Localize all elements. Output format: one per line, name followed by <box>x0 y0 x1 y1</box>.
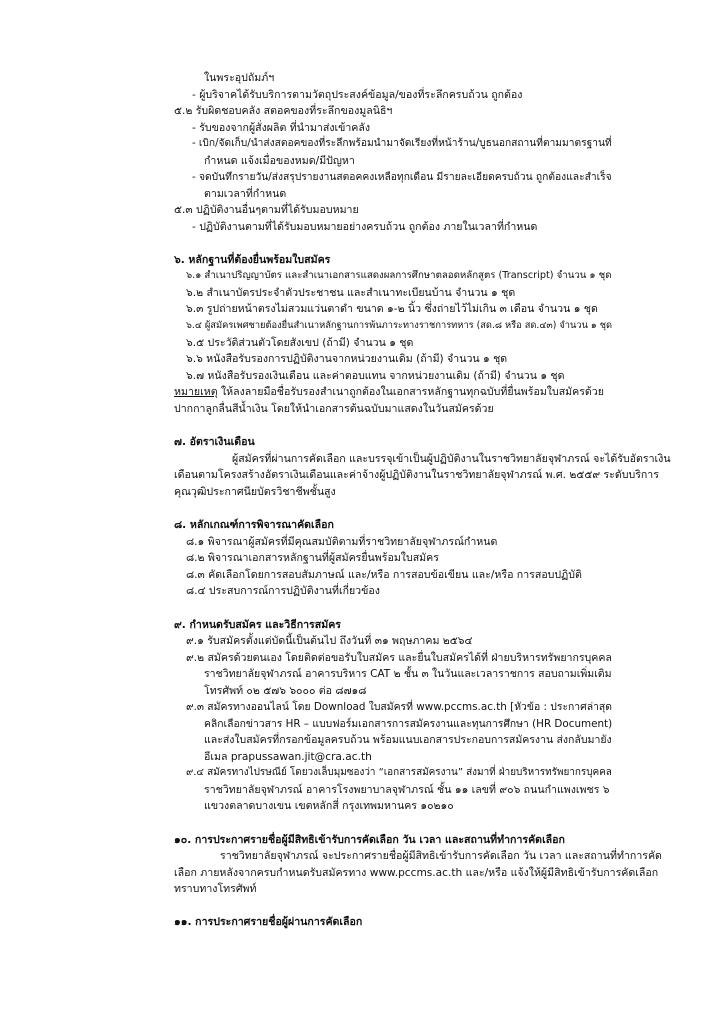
s8-item-4: ๘.๔ ประสบการณ์การปฏิบัติงานที่เกี่ยวข้อง <box>186 585 380 597</box>
s9-item-3-line-2: คลิกเลือกข่าวสาร HR – แบบฟอร์มเอกสารการสมัครงานและทุนการศึกษา (HR Document) <box>204 718 613 730</box>
section-8-heading: ๘. หลักเกณฑ์การพิจารณาคัดเลือก <box>174 519 334 531</box>
s5-subheading-3: ๕.๓ ปฏิบัติงานอื่นๆตามที่ได้รับมอบหมาย <box>174 204 359 216</box>
s9-item-4-line-1: ๙.๔ สมัครทางไปรษณีย์ โดยวงเล็บมุมซองว่า “เอกสารสมัครงาน” ส่งมาที่ ฝ่ายบริหารทรัพยากรบุคคล <box>186 767 612 778</box>
s8-item-3: ๘.๓ คัดเลือกโดยการสอบสัมภาษณ์ และ/หรือ การสอบข้อเขียน และ/หรือ การสอบปฏิบัติ <box>186 569 582 581</box>
s5-line-10: - ปฏิบัติงานตามที่ได้รับมอบหมายอย่างครบถ้วน ถูกต้อง ภายในเวลาที่กำหนด <box>192 221 538 233</box>
s8-item-2: ๘.๒ พิจารณาเอกสารหลักฐานที่ผู้สมัครยื่นพร้อมใบสมัคร <box>186 552 439 564</box>
section-7-heading: ๗. อัตราเงินเดือน <box>174 436 255 448</box>
s7-line-1: ผู้สมัครที่ผ่านการคัดเลือก และบรรจุเข้าเป็นผู้ปฏิบัติงานในราชวิทยาลัยจุฬาภรณ์ จะได้รับอัตราเงิน <box>232 453 671 465</box>
s9-item-2-line-1: ๙.๒ สมัครด้วยตนเอง โดยติดต่อขอรับใบสมัคร และยื่นใบสมัครได้ที่ ฝ่ายบริหารทรัพยากรบุคคล <box>186 652 612 664</box>
s9-item-3-line-4: อีเมล prapussawan.jit@cra.ac.th <box>204 751 372 763</box>
s10-line-1: ราชวิทยาลัยจุฬาภรณ์ จะประกาศรายชื่อผู้มีสิทธิเข้ารับการคัดเลือก วัน เวลา และสถานที่ทำการคัด <box>220 850 662 862</box>
s5-line-6: กำหนด แจ้งเมื่อของหมด/มีปัญหา <box>204 155 355 167</box>
s9-item-3-line-3: และส่งใบสมัครที่กรอกข้อมูลครบถ้วน พร้อมแนบเอกสารประกอบการสมัครงาน ส่งกลับมายัง <box>204 734 612 746</box>
s5-line-2: - ผู้บริจาคได้รับบริการตามวัตถุประสงค์ข้อมูล/ของที่ระลึกครบถ้วน ถูกต้อง <box>192 89 523 101</box>
s9-item-2-line-2: ราชวิทยาลัยจุฬาภรณ์ อาคารบริหาร CAT ๒ ชั้น ๓ ในวันและเวลาราชการ สอบถามเพิ่มเติม <box>204 668 612 680</box>
s10-line-2: เลือก ภายหลังจากครบกำหนดรับสมัครทาง www.pccms.ac.th และ/หรือ แจ้งให้ผู้มีสิทธิเข้ารับการคัดเลือก <box>174 867 659 879</box>
s5-line-7: - จดบันทึกรายวัน/ส่งสรุปรายงานสตอคคงเหลือทุกเดือน มีรายละเอียดครบถ้วน ถูกต้องและสำเร็จ <box>192 171 612 183</box>
section-9-heading: ๙. กำหนดรับสมัคร และวิธีการสมัคร <box>174 619 341 631</box>
s5-line-4: - รับของจากผู้สั่งผลิต ที่นำมาส่งเข้าคลัง <box>192 122 371 134</box>
s6-note-line-2: ปากกาลูกลื่นสีน้ำเงิน โดยให้นำเอกสารต้นฉบับมาแสดงในวันสมัครด้วย <box>174 403 494 415</box>
s6-note-line-1 <box>174 385 604 399</box>
s7-line-2: เดือนตามโครงสร้างอัตราเงินเดือนและค่าจ้างผู้ปฏิบัติงานในราชวิทยาลัยจุฬาภรณ์ พ.ศ. ๒๕๕๙ ระดับบริการ <box>174 469 659 481</box>
section-11-heading: ๑๑. การประกาศรายชื่อผู้ผ่านการคัดเลือก <box>174 916 363 928</box>
s9-item-1: ๙.๑ รับสมัครตั้งแต่บัดนี้เป็นต้นไป ถึงวันที่ ๓๑ พฤษภาคม ๒๕๖๔ <box>186 635 473 647</box>
s5-line-5: - เบิก/จัดเก็บ/นำส่งสตอคของที่ระลึกพร้อมนำมาจัดเรียงที่หน้าร้าน/บูธนอกสถานที่ตามมาตรฐานที่ <box>192 138 612 149</box>
s6-item-6: ๖.๖ หนังสือรับรองการปฏิบัติงานจากหน่วยงานเดิม (ถ้ามี) จำนวน ๑ ชุด <box>186 353 508 365</box>
s6-item-2: ๖.๒ สำเนาบัตรประจำตัวประชาชน และสำเนาทะเบียนบ้าน จำนวน ๑ ชุด <box>186 287 516 299</box>
s7-line-3: คุณวุฒิประกาศนียบัตรวิชาชีพชั้นสูง <box>174 486 336 498</box>
s9-item-2-line-3: โทรศัพท์ ๐๒ ๕๗๖ ๖๐๐๐ ต่อ ๘๗๑๘ <box>204 685 367 697</box>
s6-note-text: ให้ลงลายมือชื่อรับรองสำเนาถูกต้องในเอกสารหลักฐานทุกฉบับที่ยื่นพร้อมใบสมัครด้วย <box>217 386 604 398</box>
s5-subheading-2: ๕.๒ รับผิดชอบคลัง สตอคของที่ระลึกของมูลนิธิฯ <box>174 105 393 117</box>
s6-item-5: ๖.๕ ประวัติส่วนตัวโดยสังเขป (ถ้ามี) จำนวน ๑ ชุด <box>186 337 414 349</box>
s6-item-1: ๖.๑ สำเนาปริญญาบัตร และสำเนาเอกสารแสดงผลการศึกษาตลอดหลักสูตร (Transcript) จำนวน ๑ ชุด <box>186 270 612 281</box>
section-10-heading: ๑๐. การประกาศรายชื่อผู้มีสิทธิเข้ารับการคัดเลือก วัน เวลา และสถานที่ทำการคัดเลือก <box>174 834 565 846</box>
s8-item-1: ๘.๑ พิจารณาผู้สมัครที่มีคุณสมบัติตามที่ราชวิทยาลัยจุฬาภรณ์กำหนด <box>186 536 498 548</box>
s9-item-3-line-1: ๙.๓ สมัครทางออนไลน์ โดย Download ใบสมัครที่ www.pccms.ac.th [หัวข้อ : ประกาศล่าสุด <box>186 701 612 713</box>
s6-note-label: หมายเหตุ <box>174 386 218 398</box>
s9-item-4-line-2: ราชวิทยาลัยจุฬาภรณ์ อาคารโรงพยาบาลจุฬาภรณ์ ชั้น ๑๑ เลขที่ ๙๐๖ ถนนกำแพงเพชร ๖ <box>204 784 610 796</box>
section-6-heading: ๖. หลักฐานที่ต้องยื่นพร้อมใบสมัคร <box>174 254 331 266</box>
s5-line-1: ในพระอุปถัมภ์ฯ <box>204 72 275 84</box>
s5-line-8: ตามเวลาที่กำหนด <box>204 188 287 200</box>
s9-item-4-line-3: แขวงตลาดบางเขน เขตหลักสี่ กรุงเทพมหานคร ๑๐๒๑๐ <box>204 800 454 812</box>
s6-item-3: ๖.๓ รูปถ่ายหน้าตรงไม่สวมแว่นตาดำ ขนาด ๑-๒ นิ้ว ซึ่งถ่ายไว้ไม่เกิน ๓ เดือน จำนวน ๑ ชุด <box>186 303 598 315</box>
s6-item-4: ๖.๔ ผู้สมัครเพศชายต้องยื่นสำเนาหลักฐานการพ้นภาระทางราชการทหาร (สด.๘ หรือ สด.๔๓) จำนวน ๑ ชุด <box>186 320 613 331</box>
s10-line-3: ทราบทางโทรศัพท์ <box>174 883 257 895</box>
s6-item-7: ๖.๗ หนังสือรับรองเงินเดือน และค่าตอบแทน จากหน่วยงานเดิม (ถ้ามี) จำนวน ๑ ชุด <box>186 370 565 382</box>
